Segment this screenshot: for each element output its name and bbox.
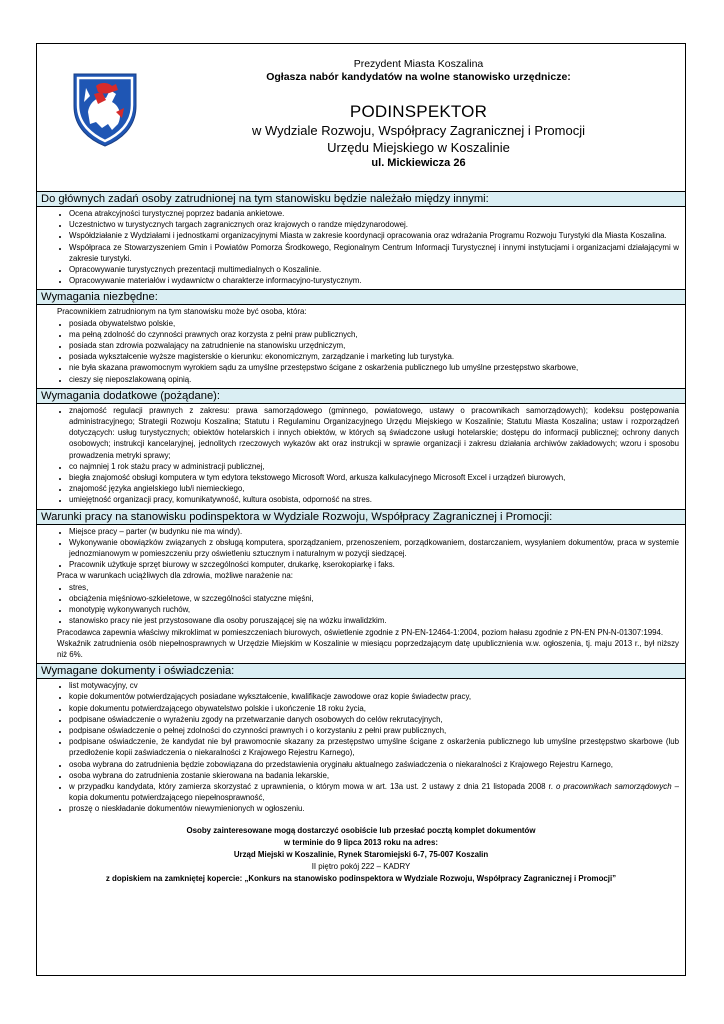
submission-info xyxy=(43,815,679,885)
header-text xyxy=(152,58,685,171)
list-item: • Współdziałanie z Wydziałami i jednostkami organizacyjnymi Miasta w zakresie koordynacji opracowania oraz wdrażania Programu Rozwoju Turystyki dla Miasta Koszalina. xyxy=(69,230,679,241)
deadline-line: w terminie do 9 lipca 2013 roku na adres: xyxy=(284,837,438,847)
department-name: w Wydziale Rozwoju, Współpracy Zagranicznej i Promocji xyxy=(252,123,585,138)
disability-text-2: – kopia dokumentu potwierdzającego niepełnosprawność, xyxy=(69,781,679,803)
hazards-intro: Praca w warunkach uciążliwych dla zdrowia, możliwe narażenie na: xyxy=(57,571,293,581)
list-item: • stanowisko pracy nie jest przystosowane dla osoby poruszającej się na wózku inwalidzkim. xyxy=(69,615,679,626)
list-item: • Współpraca ze Stowarzyszeniem Gmin i Powiatów Pomorza Środkowego, Regionalnym Centrum Informacji Turystycznej i innymi instytucjami i organizacjami działającymi w zakresie turystyki. xyxy=(69,242,679,264)
list-item: • znajomość regulacji prawnych z zakresu: prawa samorządowego (gminnego, powiatowego, ustawy o pracownikach samorządowych); kodeksu postępowania administracyjnego; Strategii Rozwoju Koszalina; Statutu i Regulaminu Organizacyjnego Urzędu Miejskiego w Koszalinie; Statutu Miasta Koszalina; ustaw i rozporządzeń dotyczących: usług turystycznych; obiektów hotelarskich i innych obiektów, w których są świadczone usługi hotelarskie; dostępu do informacji publicznej; ochrony danych osobowych; instrukcji kancelaryjnej, jednolitych rzeczowych wykazów akt oraz instrukcji w sprawie organizacji i zakresu działania archiwów zakładowych; wzoru i sposobu prowadzenia metryki sprawy; xyxy=(69,405,679,461)
coat-of-arms-icon xyxy=(72,72,138,148)
disability-rate-note: Wskaźnik zatrudnienia osób niepełnosprawnych w Urzędzie Miejskim w Koszalinie w miesiącu poprzedzającym datę upublicznienia w.w. ogłoszenia, tj. maju 2013 r., był niższy niż 6%. xyxy=(57,638,679,659)
disability-law-name: o pracownikach samorządowych xyxy=(555,781,672,791)
list-item: • podpisane oświadczenie o wyrażeniu zgody na przetwarzanie danych osobowych do celów rekrutacyjnych, xyxy=(69,714,679,725)
list-item: • osoba wybrana do zatrudnienia będzie zobowiązana do przedstawienia oryginału aktualnego zaświadczenia o niekaralności z Krajowego Rejestru Karnego, xyxy=(69,759,679,770)
list-item: • kopie dokumentu potwierdzającego obywatelstwo polskie i ukończenie 18 roku życia, xyxy=(69,703,679,714)
list-item: • cieszy się nieposzlakowaną opinią. xyxy=(69,374,679,385)
disability-text-1: w przypadku kandydata, który zamierza skorzystać z uprawnienia, o którym mowa w art. 13a ust. 2 ustawy z dnia 21 listopada 2008 r. xyxy=(69,781,556,791)
list-item: • Uczestnictwo w turystycznych targach zagranicznych oraz krajowych o randze międzynarodowej. xyxy=(69,219,679,230)
address-line: Urząd Miejski w Koszalinie, Rynek Staromiejski 6-7, 75-007 Koszalin xyxy=(233,849,489,859)
duties-list xyxy=(43,208,679,286)
list-item: • osoba wybrana do zatrudnienia zostanie skierowana na badania lekarskie, xyxy=(69,770,679,781)
list-item: • stres, xyxy=(69,582,679,593)
section-title: Wymagania dodatkowe (pożądane): xyxy=(37,389,685,404)
microclimate-note: Pracodawca zapewnia właściwy mikroklimat w pomieszczeniach biurowych, oświetlenie zgodnie z PN-EN-12464-1:2004, poziom hałasu zgodnie z PN-EN PN-N-01307:1994. xyxy=(57,627,664,637)
list-item: • podpisane oświadczenie, że kandydat nie był prawomocnie skazany za przestępstwo umyślne ścigane z oskarżenia publicznego lub umyślne przestępstwo skarbowe (lub przedłożenie kopii zaświadczenia o niekaralności z Krajowego Rejestru Karnego), xyxy=(69,736,679,758)
announcement-header xyxy=(37,44,685,192)
list-item: • Opracowywanie materiałów i wydawnictw o charakterze informacyjno-turystycznym. xyxy=(69,275,679,286)
submission-line: Osoby zainteresowane mogą dostarczyć osobiście lub przesłać pocztą komplet dokumentów xyxy=(186,825,536,835)
envelope-note: z dopiskiem na zamkniętej kopercie: „Konkurs na stanowisko podinspektora w Wydziale Rozwoju, Współpracy Zagranicznej i Promocji” xyxy=(105,873,617,883)
list-item: • list motywacyjny, cv xyxy=(69,680,679,691)
list-item: • nie była skazana prawomocnym wyrokiem sądu za umyślne przestępstwo ścigane z oskarżenia publicznego lub umyślne przestępstwo skarbowe, xyxy=(69,362,679,373)
position-title: PODINSPEKTOR xyxy=(349,102,488,121)
required-section xyxy=(37,290,685,388)
section-title: Wymagane dokumenty i oświadczenia: xyxy=(37,664,685,679)
list-item: • umiejętność organizacji pracy, komunikatywność, kultura osobista, odporność na stres. xyxy=(69,494,679,505)
required-intro: Pracownikiem zatrudnionym na tym stanowisku może być osoba, która: xyxy=(57,307,307,317)
list-item: • Miejsce pracy – parter (w budynku nie ma windy). xyxy=(69,526,679,537)
list-item: • znajomość języka angielskiego lub/i niemieckiego, xyxy=(69,483,679,494)
section-title: Do głównych zadań osoby zatrudnionej na tym stanowisku będzie należało między innymi: xyxy=(37,192,685,207)
announcement-line: Ogłasza nabór kandydatów na wolne stanowisko urzędnicze: xyxy=(266,71,571,83)
list-item: • posiada stan zdrowia pozwalający na zatrudnienie na stanowisku urzędniczym, xyxy=(69,340,679,351)
documents-list xyxy=(43,680,679,814)
section-title: Wymagania niezbędne: xyxy=(37,290,685,305)
list-item: • Ocena atrakcyjności turystycznej poprzez badania ankietowe. xyxy=(69,208,679,219)
list-item: • Wykonywanie obowiązków związanych z obsługą komputera, sporządzaniem, przenoszeniem, porządkowaniem, dostarczaniem, wysyłaniem dokumentów, praca w systemie jednozmianowym w pomieszczeniu przy oświetleniu sztucznym i naturalnym w pozycji siedzącej. xyxy=(69,537,679,559)
list-item: • podpisane oświadczenie o pełnej zdolności do czynności prawnych i o korzystaniu z pełni praw publicznych, xyxy=(69,725,679,736)
list-item-disability xyxy=(69,781,679,803)
list-item: • Opracowywanie turystycznych prezentacji multimedialnych o Koszalinie. xyxy=(69,264,679,275)
list-item: • proszę o nieskładanie dokumentów niewymienionych w ogłoszeniu. xyxy=(69,803,679,814)
job-announcement xyxy=(36,43,686,976)
list-item: • monotypię wykonywanych ruchów, xyxy=(69,604,679,615)
office-address: ul. Mickiewicza 26 xyxy=(371,157,466,169)
additional-list xyxy=(43,405,679,506)
documents-section xyxy=(37,664,685,887)
section-title: Warunki pracy na stanowisku podinspektora w Wydziale Rozwoju, Współpracy Zagranicznej i Promocji: xyxy=(37,510,685,525)
list-item: • posiada wykształcenie wyższe magisterskie o kierunku: ekonomicznym, zarządzanie i marketing lub turystyka. xyxy=(69,351,679,362)
list-item: • co najmniej 1 rok stażu pracy w administracji publicznej, xyxy=(69,461,679,472)
list-item: • obciążenia mięśniowo-szkieletowe, w szczególności statyczne mięśni, xyxy=(69,593,679,604)
additional-section xyxy=(37,389,685,510)
organization: Prezydent Miasta Koszalina xyxy=(353,58,484,70)
list-item: • Pracownik użytkuje sprzęt biurowy w szczególności komputer, drukarkę, kserokopiarkę i faks. xyxy=(69,559,679,570)
list-item: • ma pełną zdolność do czynności prawnych oraz korzysta z pełni praw publicznych, xyxy=(69,329,679,340)
conditions-list xyxy=(43,526,679,571)
duties-section xyxy=(37,192,685,290)
list-item: • biegła znajomość obsługi komputera w tym edytora tekstowego Microsoft Word, arkusza kalkulacyjnego Microsoft Excel i urządzeń biurowych, xyxy=(69,472,679,483)
room-line: II piętro pokój 222 – KADRY xyxy=(311,861,411,871)
list-item: • kopie dokumentów potwierdzających posiadane wykształcenie, kwalifikacje zawodowe oraz kopie świadectw pracy, xyxy=(69,691,679,702)
required-list xyxy=(43,318,679,385)
office-name: Urzędu Miejskiego w Koszalinie xyxy=(327,140,510,155)
hazards-list xyxy=(43,582,679,627)
conditions-section xyxy=(37,510,685,664)
list-item: • posiada obywatelstwo polskie, xyxy=(69,318,679,329)
